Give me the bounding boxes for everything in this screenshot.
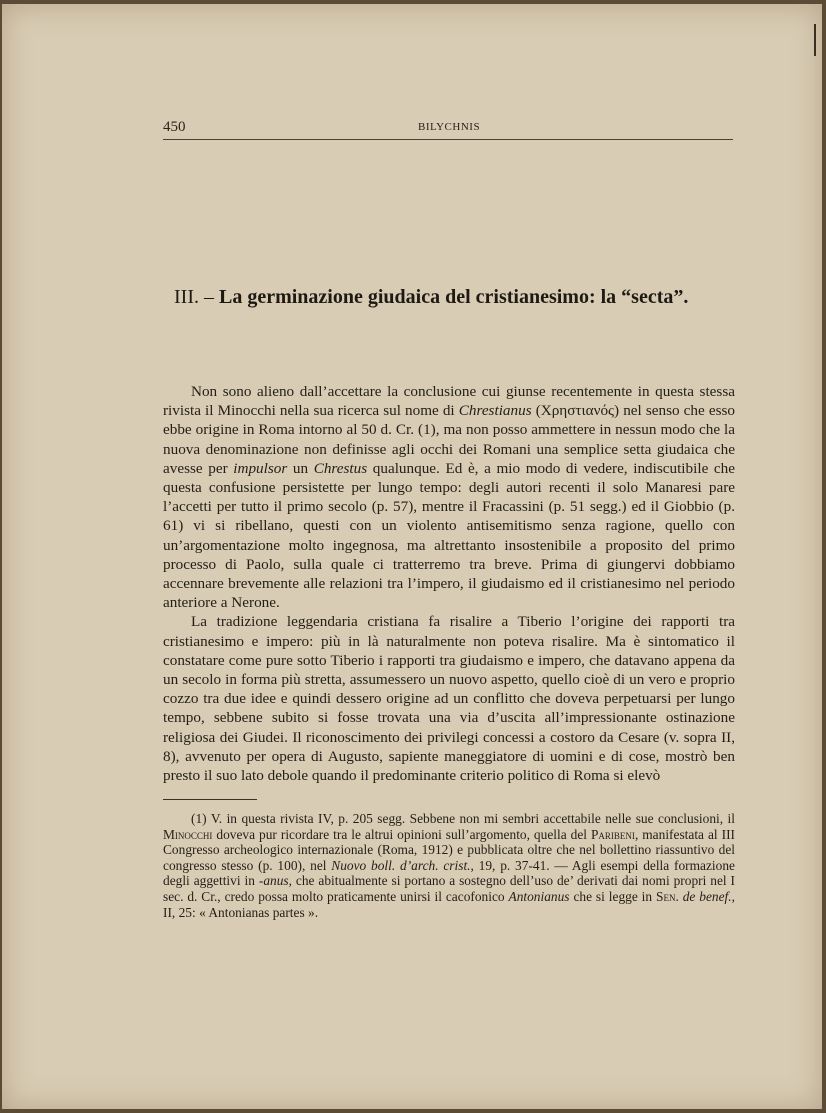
section-title-text: La germinazione giudaica del cristianesimo: la “secta”. bbox=[218, 286, 689, 308]
text-run: , II, 25: « Antonianas partes ». bbox=[163, 888, 735, 920]
italic-term: Antonianus bbox=[508, 888, 570, 904]
page-header bbox=[163, 119, 733, 140]
text-run: (Χρηστιανός) nel senso che esso ebbe origine in Roma intorno al 50 d. Cr. (1), ma non posso ammettere in nessun modo che la nuova denominazione non definisse agli occhi dei Romani una semplice setta giudaica che avesse per bbox=[163, 402, 735, 477]
italic-term: Chrestus bbox=[313, 459, 368, 477]
page-number: 450 bbox=[163, 119, 186, 135]
paragraph bbox=[163, 382, 735, 612]
section-numeral: III. – bbox=[174, 286, 214, 308]
italic-term: impulsor bbox=[233, 459, 288, 477]
text-run: (1) V. in questa rivista IV, p. 205 segg. Sebbene non mi sembri accettabile nelle sue conclusioni, il bbox=[191, 811, 735, 826]
footnote bbox=[163, 811, 735, 920]
text-run: qualunque. Ed è, a mio modo di vedere, indiscutibile che questa confusione persistette per lungo tempo: degli autori recenti il solo Manaresi pare l’accetti per tutto il primo secolo (p. 57), mentre il Fracassini (p. 51 segg.) ed il Giobbio (p. 61) vi si ribellano, questi con un violento antisemitismo senza ragione, quello con un’argomentazione molto ingegnosa, ma altrettanto insostenibile a proposito del primo processo di Paolo, sulla quale ci tratterremo tra breve. Prima di giungervi dobbiamo accennare brevemente alle relazioni tra l’impero, il giudaismo ed il cristianesimo nel periodo anteriore a Nerone. bbox=[163, 459, 735, 612]
author-name: Sen. bbox=[656, 888, 679, 904]
running-head: BILYCHNIS bbox=[418, 121, 481, 133]
text-run: , 19, p. 37-41. — Agli esempi della formazione degli aggettivi in bbox=[163, 857, 735, 889]
text-run: doveva pur ricordare tra le altrui opinioni sull’argomento, quella del bbox=[212, 826, 591, 842]
text-run: Non sono alieno dall’accettare la conclusione cui giunse recentemente in questa stessa rivista il Minocchi nella sua ricerca sul nome di bbox=[163, 383, 735, 420]
italic-term: Chrestianus bbox=[458, 402, 532, 420]
page-edge-mark bbox=[814, 24, 816, 56]
italic-term: de benef. bbox=[682, 888, 732, 904]
body-text bbox=[163, 382, 735, 785]
paragraph: La tradizione leggendaria cristiana fa risalire a Tiberio l’origine dei rapporti tra cristianesimo e impero: più in là naturalmente non poteva risalire. Ma è sintomatico il constatare come pure sotto Tiberio i rapporti tra giudaismo e impero, che datavano appena da un secolo in forma più stretta, assumessero un nuovo aspetto, quello cioè di un vero e proprio cozzo tra due idee e quindi dessero origine ad un conflitto che doveva perpetuarsi per lungo tempo, sebbene subito si fosse trovata una via d’uscita all’impressionante ostinazione religiosa dei Giudei. Il riconoscimento dei privilegi concessi a costoro da Cesare (v. sopra II, 8), avvenuto per opera di Augusto, sapiente maneggiatore di uomini e di cose, mostrò ben presto il suo lato debole quando il predominante criterio politico di Roma si elevò bbox=[163, 613, 735, 785]
italic-term: -anus bbox=[258, 873, 289, 889]
text-run: che si legge in bbox=[569, 888, 657, 904]
document-page bbox=[2, 4, 822, 1109]
author-name: Minocchi bbox=[163, 826, 213, 842]
section-title bbox=[174, 286, 774, 309]
text-run: un bbox=[287, 459, 314, 477]
text-run: , che abitualmente si portano a sostegno dell’uso de’ derivati dai nomi propri nel I sec. d. Cr., credo possa molto praticamente unirsi il cacofonico bbox=[163, 873, 736, 904]
author-name: Paribeni bbox=[590, 826, 635, 842]
footnote-rule bbox=[163, 799, 257, 800]
italic-term: Nuovo boll. d’arch. crist. bbox=[331, 857, 471, 873]
text-run: , manifestata al III Congresso archeologico internazionale (Roma, 1912) e pubblicata oltre che nel bollettino riassuntivo del congresso stesso (p. 100), nel bbox=[163, 826, 735, 873]
